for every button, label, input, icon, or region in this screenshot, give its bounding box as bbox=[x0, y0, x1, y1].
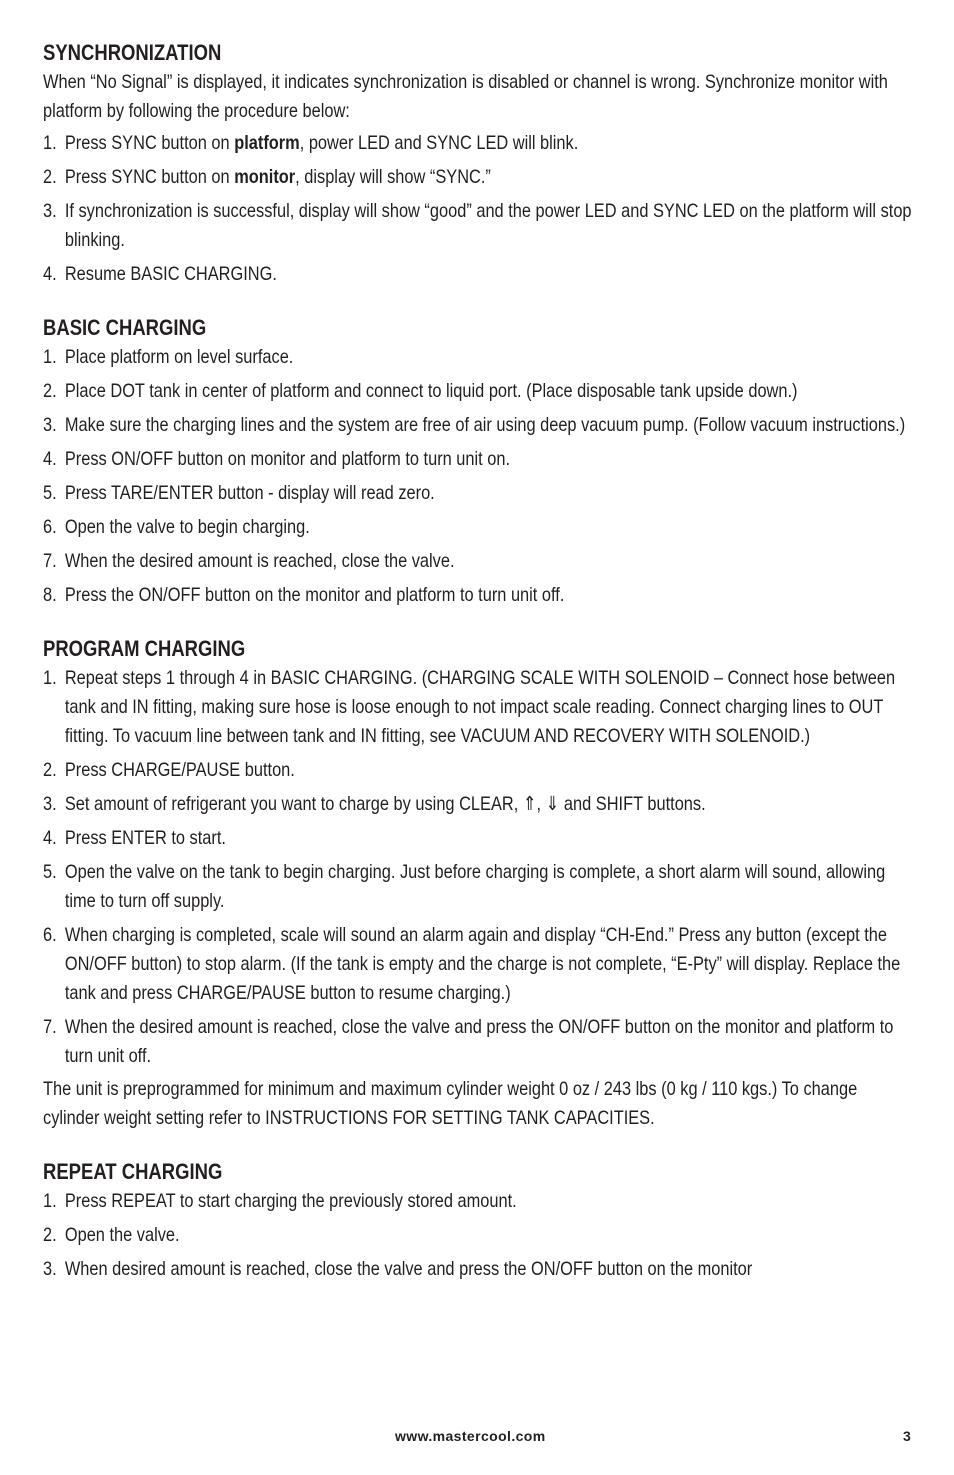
section-basic-charging bbox=[43, 313, 915, 610]
step-text: Press SYNC button on bbox=[64, 132, 235, 154]
step-number: 7. bbox=[43, 550, 57, 572]
step-number: 4. bbox=[43, 448, 57, 470]
step-number: 7. bbox=[43, 1016, 57, 1038]
step-list bbox=[43, 129, 915, 289]
step-text: Press REPEAT to start charging the previously stored amount. bbox=[64, 1190, 517, 1212]
step-list bbox=[43, 343, 915, 610]
step-number: 1. bbox=[43, 1190, 57, 1212]
list-item bbox=[43, 858, 915, 916]
step-number: 1. bbox=[43, 132, 57, 154]
list-item bbox=[43, 445, 915, 474]
step-text: Place platform on level surface. bbox=[64, 346, 294, 368]
step-text: Open the valve. bbox=[64, 1224, 180, 1246]
step-list bbox=[43, 664, 915, 1071]
list-item bbox=[43, 513, 915, 542]
list-item bbox=[43, 1221, 915, 1250]
step-number: 5. bbox=[43, 482, 57, 504]
step-text: Press the ON/OFF button on the monitor and platform to turn unit off. bbox=[64, 584, 565, 606]
step-text: Press CHARGE/PAUSE button. bbox=[64, 759, 295, 781]
page-content bbox=[43, 38, 915, 1308]
step-number: 4. bbox=[43, 263, 57, 285]
step-number: 1. bbox=[43, 667, 57, 689]
list-item bbox=[43, 377, 915, 406]
step-emphasis: platform bbox=[234, 132, 300, 154]
section-repeat-charging bbox=[43, 1157, 915, 1284]
step-text: Resume BASIC CHARGING. bbox=[64, 263, 277, 285]
list-item bbox=[43, 790, 915, 819]
step-text: Press ENTER to start. bbox=[64, 827, 226, 849]
section-title: SYNCHRONIZATION bbox=[43, 40, 222, 65]
step-text: Open the valve to begin charging. bbox=[64, 516, 310, 538]
section-synchronization bbox=[43, 38, 915, 289]
step-number: 2. bbox=[43, 380, 57, 402]
step-text: When the desired amount is reached, close the valve and press the ON/OFF button on the monitor and platform to turn unit off. bbox=[64, 1016, 894, 1067]
step-number: 1. bbox=[43, 346, 57, 368]
step-text: , power LED and SYNC LED will blink. bbox=[299, 132, 579, 154]
list-item bbox=[43, 129, 915, 158]
step-number: 6. bbox=[43, 924, 57, 946]
section-title: PROGRAM CHARGING bbox=[43, 636, 246, 661]
section-title: BASIC CHARGING bbox=[43, 315, 207, 340]
step-text: When desired amount is reached, close the valve and press the ON/OFF button on the monitor bbox=[64, 1258, 753, 1280]
list-item bbox=[43, 1013, 915, 1071]
section-intro: When “No Signal” is displayed, it indicates synchronization is disabled or channel is wrong. Synchronize monitor with platform by following the procedure below: bbox=[43, 71, 888, 122]
list-item bbox=[43, 411, 915, 440]
list-item bbox=[43, 343, 915, 372]
page-footer bbox=[0, 1428, 954, 1448]
step-number: 4. bbox=[43, 827, 57, 849]
step-text: , display will show “SYNC.” bbox=[295, 166, 491, 188]
step-number: 3. bbox=[43, 793, 57, 815]
step-number: 2. bbox=[43, 166, 57, 188]
step-text: Press SYNC button on bbox=[64, 166, 235, 188]
step-emphasis: monitor bbox=[234, 166, 296, 188]
list-item bbox=[43, 479, 915, 508]
step-number: 3. bbox=[43, 414, 57, 436]
step-number: 5. bbox=[43, 861, 57, 883]
step-text: Press ON/OFF button on monitor and platform to turn unit on. bbox=[64, 448, 511, 470]
list-item bbox=[43, 664, 915, 751]
footer-url: www.mastercool.com bbox=[395, 1428, 546, 1444]
list-item bbox=[43, 260, 915, 289]
list-item bbox=[43, 921, 915, 1008]
step-text: Repeat steps 1 through 4 in BASIC CHARGING. (CHARGING SCALE WITH SOLENOID – Connect hose between tank and IN fitting, making sure hose is loose enough to not impact scale reading. Connect charging lines to OUT fitting. To vacuum line between tank and IN fitting, see VACUUM AND RECOVERY WITH SOLENOID.) bbox=[64, 667, 896, 747]
step-text: Press TARE/ENTER button - display will read zero. bbox=[64, 482, 435, 504]
section-note: The unit is preprogrammed for minimum and maximum cylinder weight 0 oz / 243 lbs (0 kg / 110 kgs.) To change cylinder weight setting refer to INSTRUCTIONS FOR SETTING TANK CAPACITIES. bbox=[43, 1078, 858, 1129]
step-text: When the desired amount is reached, close the valve. bbox=[64, 550, 455, 572]
page-number: 3 bbox=[903, 1428, 911, 1444]
list-item bbox=[43, 1255, 915, 1284]
list-item bbox=[43, 756, 915, 785]
step-text: When charging is completed, scale will sound an alarm again and display “CH-End.” Press any button (except the ON/OFF button) to stop alarm. (If the tank is empty and the charge is not complete, “E-Pty” will display. Replace the tank and press CHARGE/PAUSE button to resume charging.) bbox=[64, 924, 901, 1004]
list-item bbox=[43, 197, 915, 255]
step-number: 3. bbox=[43, 1258, 57, 1280]
step-number: 2. bbox=[43, 1224, 57, 1246]
list-item bbox=[43, 163, 915, 192]
list-item bbox=[43, 581, 915, 610]
step-number: 3. bbox=[43, 200, 57, 222]
step-text: If synchronization is successful, display will show “good” and the power LED and SYNC LED on the platform will stop blinking. bbox=[64, 200, 912, 251]
text-column bbox=[43, 38, 915, 1284]
step-text: Place DOT tank in center of platform and connect to liquid port. (Place disposable tank upside down.) bbox=[64, 380, 798, 402]
step-number: 2. bbox=[43, 759, 57, 781]
step-number: 6. bbox=[43, 516, 57, 538]
step-text: Make sure the charging lines and the system are free of air using deep vacuum pump. (Follow vacuum instructions.) bbox=[64, 414, 906, 436]
step-list bbox=[43, 1187, 915, 1284]
list-item bbox=[43, 824, 915, 853]
section-program-charging bbox=[43, 634, 915, 1133]
step-text: Set amount of refrigerant you want to charge by using CLEAR, ⇑, ⇓ and SHIFT buttons. bbox=[64, 793, 706, 815]
section-title: REPEAT CHARGING bbox=[43, 1159, 223, 1184]
list-item bbox=[43, 1187, 915, 1216]
step-number: 8. bbox=[43, 584, 57, 606]
list-item bbox=[43, 547, 915, 576]
step-text: Open the valve on the tank to begin charging. Just before charging is complete, a short alarm will sound, allowing time to turn off supply. bbox=[64, 861, 886, 912]
